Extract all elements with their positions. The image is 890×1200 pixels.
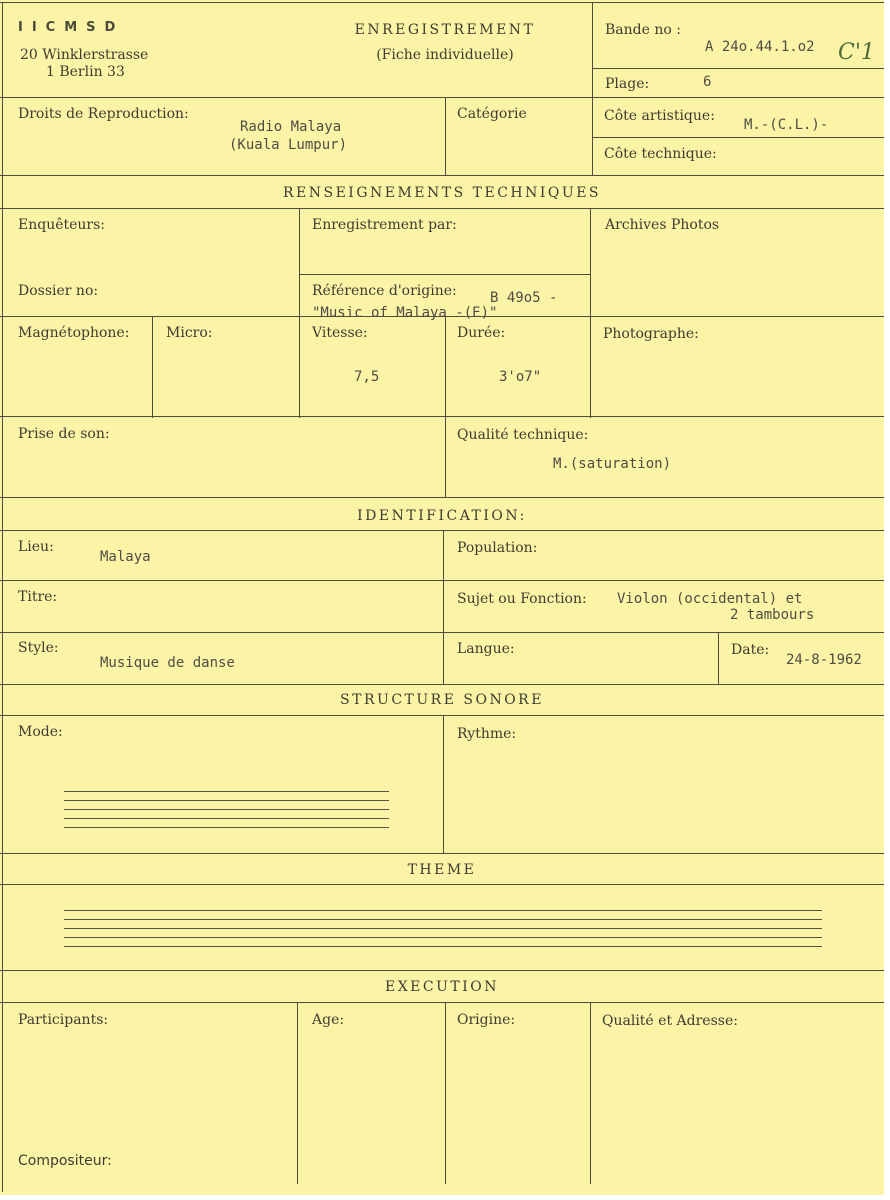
section-title-execution: EXECUTION	[384, 979, 499, 995]
droits-value-line-1: Radio Malaya	[240, 119, 342, 135]
address-line-2: 1 Berlin 33	[46, 64, 125, 80]
mode-label: Mode:	[18, 724, 63, 740]
rule-left	[2, 2, 3, 1192]
rule-struct-bottom	[0, 853, 884, 854]
lieu-label: Lieu:	[18, 539, 54, 555]
langue-label: Langue:	[457, 641, 515, 657]
style-value: Musique de danse	[100, 655, 235, 671]
age-label: Age:	[312, 1012, 345, 1028]
population-label: Population:	[457, 540, 538, 556]
plage-value: 6	[703, 74, 712, 90]
cote-artistique-label: Côte artistique:	[604, 108, 715, 124]
rule-struct-title-bottom	[0, 715, 884, 716]
rule-header-right	[592, 2, 593, 98]
origine-label: Origine:	[457, 1012, 516, 1028]
cote-artistique-value: M.-(C.L.)-	[744, 117, 829, 133]
rule-header-bottom	[0, 97, 884, 98]
duree-value: 3'o7"	[499, 369, 542, 385]
participants-label: Participants:	[18, 1012, 109, 1028]
bande-handwritten-note: C'1	[838, 40, 875, 65]
cote-technique-label: Côte technique:	[604, 146, 717, 162]
bande-value: A 24o.44.1.o2	[705, 39, 815, 55]
droits-value-line-2: (Kuala Lumpur)	[229, 137, 348, 153]
address-line-1: 20 Winklerstrasse	[20, 47, 149, 63]
rule-ident-mid	[443, 530, 444, 685]
plage-label: Plage:	[605, 76, 650, 92]
section-title-identification: IDENTIFICATION:	[357, 508, 527, 524]
section-title-technical: RENSEIGNEMENTS TECHNIQUES	[282, 185, 602, 201]
qualite-technique-label: Qualité technique:	[457, 427, 589, 443]
rule-date-left	[718, 632, 719, 685]
page-subtitle: (Fiche individuelle)	[376, 47, 514, 63]
categorie-label: Catégorie	[457, 106, 527, 122]
rule-top	[0, 2, 884, 3]
rule-qualite-adresse-left	[590, 1002, 591, 1184]
page-title: ENREGISTREMENT	[354, 22, 536, 38]
reference-origine-value-line-1: B 49o5 -	[490, 290, 558, 306]
rule-exec-title-bottom	[0, 1002, 884, 1003]
rule-enregistrement-bottom	[299, 274, 590, 275]
compositeur-label: Compositeur:	[18, 1153, 112, 1169]
rule-duree-left	[445, 316, 446, 418]
rule-tech-bottom	[0, 497, 884, 498]
duree-label: Durée:	[457, 325, 506, 341]
rule-micro-left	[152, 316, 153, 418]
rule-struct-mid	[443, 715, 444, 854]
section-title-structure: STRUCTURE SONORE	[340, 692, 544, 708]
dossier-label: Dossier no:	[18, 283, 99, 299]
date-label: Date:	[731, 642, 770, 658]
bande-label: Bande no :	[605, 22, 681, 38]
rule-categorie-left	[445, 97, 446, 175]
prise-de-son-label: Prise de son:	[18, 426, 110, 442]
rule-qualite-left	[445, 416, 446, 498]
section-title-theme: THEME	[407, 862, 477, 878]
style-label: Style:	[18, 640, 59, 656]
rule-bande-plage	[592, 68, 884, 69]
rule-titre-bottom	[0, 632, 884, 633]
magnetophone-label: Magnétophone:	[18, 325, 130, 341]
vitesse-label: Vitesse:	[312, 325, 368, 341]
rule-origine-left	[445, 1002, 446, 1184]
rule-theme-bottom	[0, 970, 884, 971]
rule-enquet-right	[299, 208, 300, 418]
rule-rights-bottom	[0, 175, 884, 176]
reference-origine-value-line-2: "Music of Malaya -(E)"	[312, 305, 498, 321]
rule-age-left	[297, 1002, 298, 1184]
archives-photos-label: Archives Photos	[605, 217, 720, 233]
rule-ident-title-bottom	[0, 530, 884, 531]
sujet-fonction-label: Sujet ou Fonction:	[457, 591, 587, 607]
rule-categorie-right	[592, 97, 593, 175]
photographe-label: Photographe:	[603, 326, 699, 342]
sujet-fonction-value-line-2: 2 tambours	[730, 607, 815, 623]
enqueteurs-label: Enquêteurs:	[18, 217, 106, 233]
rule-theme-title-bottom	[0, 884, 884, 885]
date-value: 24-8-1962	[786, 652, 862, 668]
droits-label: Droits de Reproduction:	[18, 106, 189, 122]
rule-cote-split	[592, 137, 884, 138]
rule-tech-title-bottom	[0, 208, 884, 209]
rule-magneto-bottom	[0, 416, 884, 417]
reference-origine-label: Référence d'origine:	[312, 283, 457, 299]
qualite-adresse-label: Qualité et Adresse:	[602, 1013, 738, 1029]
rule-archives-left	[590, 208, 591, 418]
titre-label: Titre:	[18, 589, 58, 605]
institute-logo: IICMSD	[18, 20, 125, 35]
enregistrement-par-label: Enregistrement par:	[312, 217, 457, 233]
lieu-value: Malaya	[100, 549, 151, 565]
micro-label: Micro:	[166, 325, 213, 341]
sujet-fonction-value-line-1: Violon (occidental) et	[617, 591, 803, 607]
vitesse-value: 7,5	[354, 369, 380, 385]
rythme-label: Rythme:	[457, 726, 517, 742]
rule-ident-bottom	[0, 684, 884, 685]
qualite-technique-value: M.(saturation)	[553, 456, 672, 472]
rule-lieu-bottom	[0, 580, 884, 581]
